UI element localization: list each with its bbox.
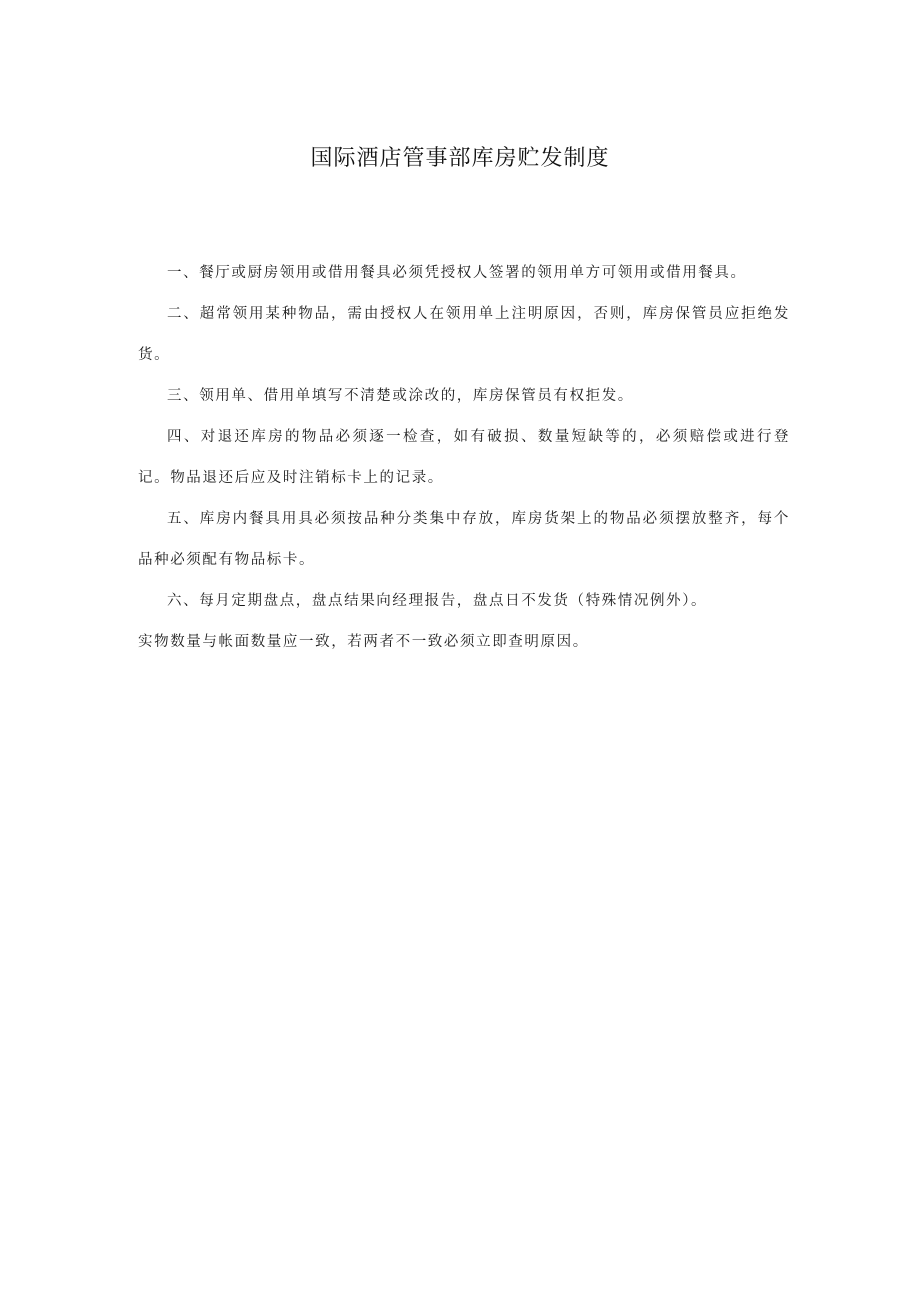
paragraph-4: 四、对退还库房的物品必须逐一检查，如有破损、数量短缺等的，必须赔偿或进行登记。物品退还后应及时注销标卡上的记录。 bbox=[138, 429, 790, 486]
paragraph-3: 三、领用单、借用单填写不清楚或涂改的，库房保管员有权拒发。 bbox=[167, 388, 634, 404]
page-title: 国际酒店管事部库房贮发制度 bbox=[310, 146, 610, 171]
paragraph-7: 实物数量与帐面数量应一致，若两者不一致必须立即查明原因。 bbox=[138, 634, 589, 650]
paragraph-2: 二、超常领用某种物品，需由授权人在领用单上注明原因，否则，库房保管员应拒绝发货。 bbox=[138, 306, 790, 363]
paragraph-5: 五、库房内餐具用具必须按品种分类集中存放，库房货架上的物品必须摆放整齐，每个品种必须配有物品标卡。 bbox=[138, 511, 790, 568]
paragraph-6: 六、每月定期盘点，盘点结果向经理报告，盘点日不发货（特殊情况例外）。 bbox=[167, 593, 708, 609]
paragraph-1: 一、餐厅或厨房领用或借用餐具必须凭授权人签署的领用单方可领用或借用餐具。 bbox=[167, 265, 747, 281]
document-body bbox=[138, 253, 790, 663]
